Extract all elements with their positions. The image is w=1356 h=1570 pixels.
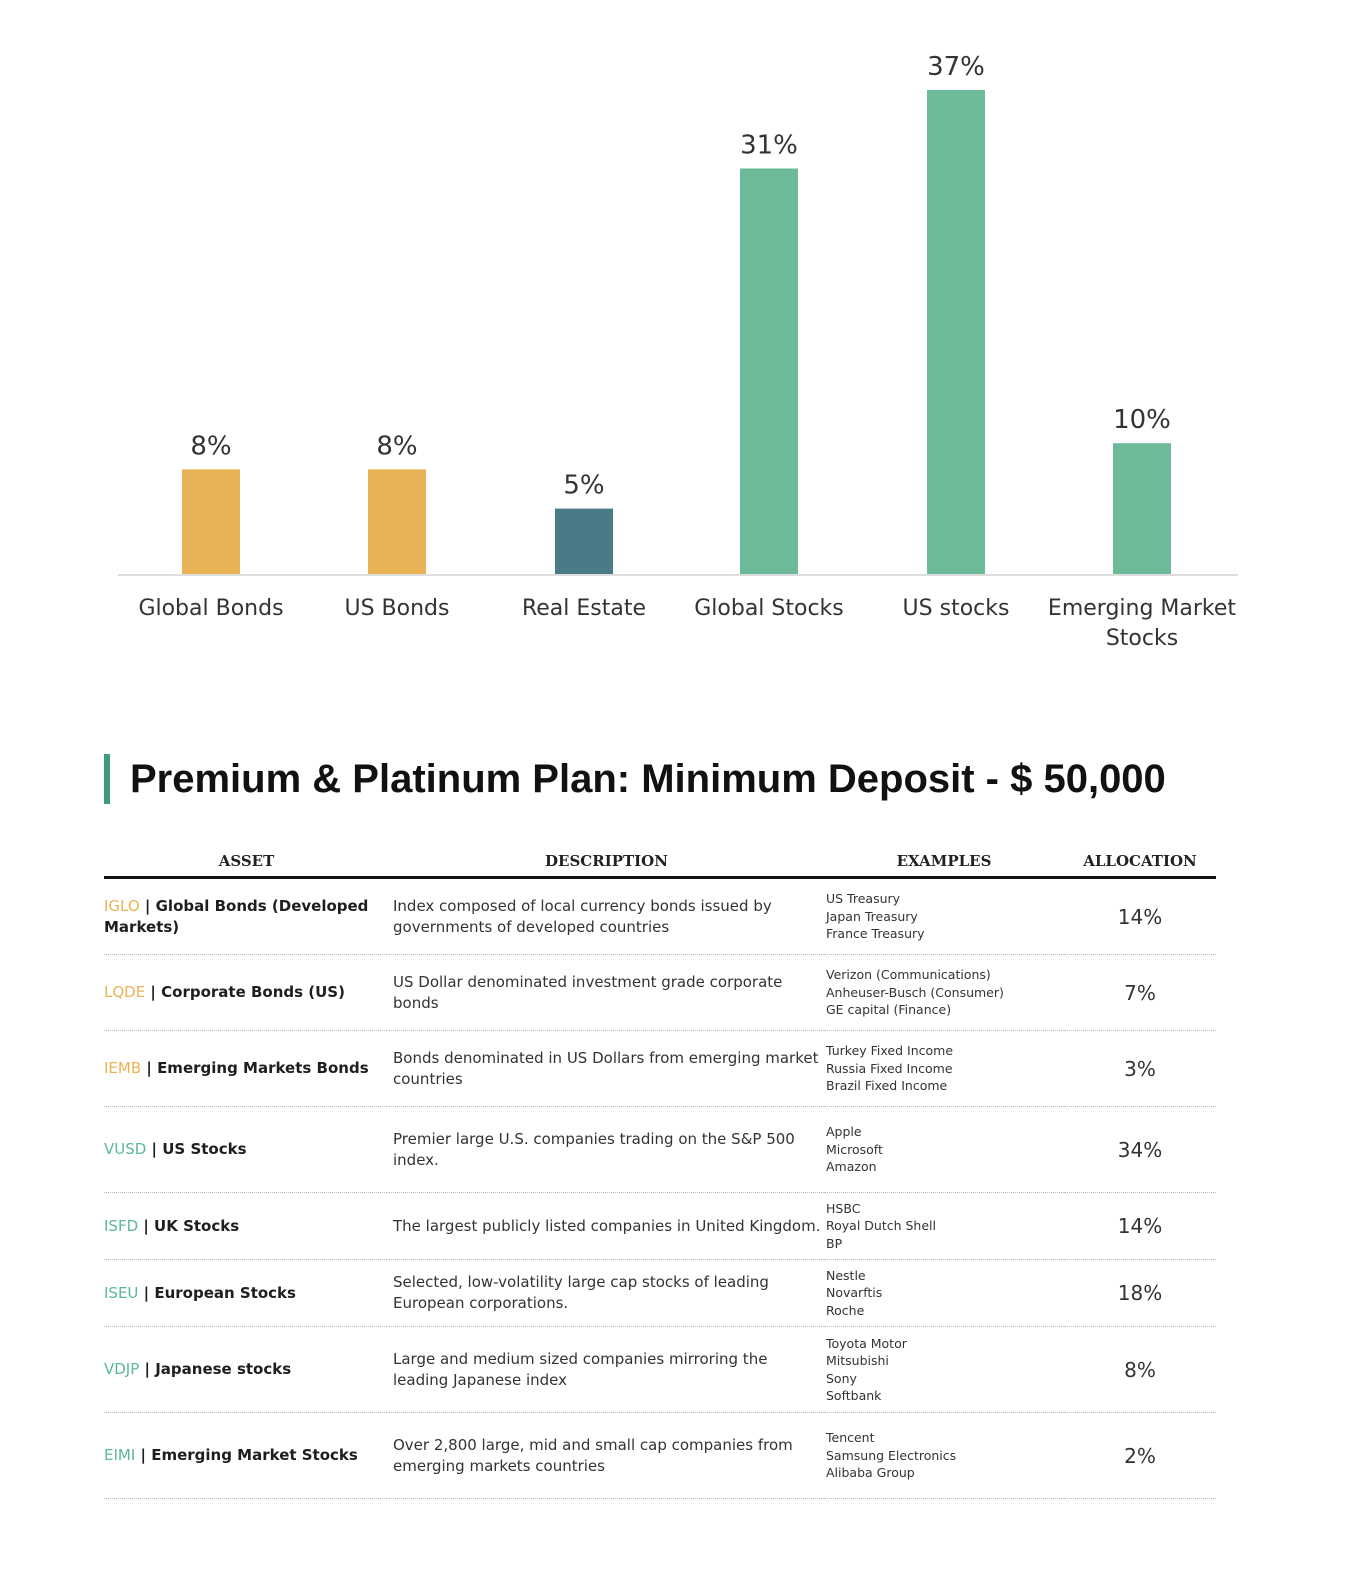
plan-title: Premium & Platinum Plan: Minimum Deposit - $ 50,000 (104, 754, 1166, 804)
category-label-line: US Bonds (344, 596, 450, 621)
category-label-line: Emerging Market (1047, 596, 1237, 621)
example-item: Verizon (Communications) (826, 967, 991, 983)
ticker: IEMB (104, 1059, 142, 1077)
allocation-table (104, 846, 1216, 1499)
asset-name: | Emerging Market Stocks (135, 1446, 358, 1464)
example-item: Amazon (826, 1159, 877, 1175)
description-cell: Large and medium sized companies mirroring the leading Japanese index (389, 1327, 824, 1413)
example-item: Tencent (826, 1430, 875, 1446)
table-row (104, 1413, 1216, 1499)
example-item: Brazil Fixed Income (826, 1078, 948, 1094)
category-label-5 (1048, 596, 1237, 651)
asset-name: | European Stocks (138, 1283, 296, 1302)
asset-cell (104, 1193, 389, 1260)
example-item: Mitsubishi (826, 1353, 889, 1368)
allocation-cell: 34% (1064, 1107, 1216, 1193)
description-cell: US Dollar denominated investment grade corporate bonds (389, 955, 824, 1031)
category-label-2 (522, 596, 646, 621)
ticker: LQDE (104, 983, 146, 1001)
description-cell: Over 2,800 large, mid and small cap companies from emerging markets countries (389, 1413, 824, 1499)
category-label-0 (138, 596, 283, 621)
examples-cell (824, 1031, 1064, 1107)
table-row (104, 1193, 1216, 1260)
asset-cell (104, 1031, 389, 1107)
table-row (104, 1327, 1216, 1413)
table-header-row (104, 846, 1216, 878)
example-item: Microsoft (826, 1141, 883, 1157)
bar-5 (1113, 443, 1171, 574)
bar-value-label-2: 5% (563, 470, 605, 501)
ticker: IGLO (104, 896, 140, 915)
category-label-line: Stocks (1105, 626, 1179, 651)
example-item: Alibaba Group (826, 1465, 915, 1481)
bar-1 (368, 469, 426, 574)
example-item: Nestle (826, 1267, 866, 1283)
category-label-line: Real Estate (521, 596, 647, 621)
example-item: HSBC (826, 1200, 861, 1216)
table-row (104, 878, 1216, 955)
header-examples: EXAMPLES (824, 846, 1064, 878)
examples-cell (824, 1193, 1064, 1260)
example-item: Sony (826, 1370, 857, 1386)
allocation-bar-chart (0, 0, 1356, 680)
examples-cell (824, 1327, 1064, 1413)
example-item: France Treasury (826, 926, 925, 942)
bar-4 (927, 90, 985, 574)
bar-value-label-1: 8% (376, 431, 418, 462)
asset-name: | Emerging Markets Bonds (141, 1059, 369, 1077)
bar-value-label-4: 37% (927, 52, 985, 82)
example-item: US Treasury (826, 891, 901, 907)
asset-name: | US Stocks (146, 1140, 247, 1158)
asset-cell (104, 878, 389, 955)
example-item: Royal Dutch Shell (826, 1218, 936, 1234)
ticker: EIMI (104, 1446, 136, 1464)
bar-3 (740, 168, 798, 574)
description-cell: Index composed of local currency bonds issued by governments of developed countries (389, 878, 824, 955)
examples-cell (824, 878, 1064, 955)
header-asset: ASSET (104, 846, 389, 878)
allocation-cell: 18% (1064, 1260, 1216, 1327)
asset-name: | UK Stocks (138, 1216, 240, 1235)
category-label-4 (903, 596, 1010, 621)
example-item: Toyota Motor (826, 1335, 907, 1351)
asset-name: | Corporate Bonds (US) (145, 983, 345, 1001)
asset-cell (104, 955, 389, 1031)
asset-cell (104, 1107, 389, 1193)
table-row (104, 1107, 1216, 1193)
examples-cell (824, 1260, 1064, 1327)
example-item: Japan Treasury (826, 908, 918, 924)
ticker: VDJP (104, 1360, 140, 1378)
example-item: Novarftis (826, 1285, 883, 1301)
example-item: Anheuser-Busch (Consumer) (826, 984, 1004, 1000)
bar-0 (182, 469, 240, 574)
example-item: GE capital (Finance) (826, 1002, 952, 1018)
table-row (104, 1031, 1216, 1107)
examples-cell (824, 1107, 1064, 1193)
asset-cell (104, 1327, 389, 1413)
allocation-cell: 8% (1064, 1327, 1216, 1413)
table-row (104, 955, 1216, 1031)
example-item: Turkey Fixed Income (826, 1043, 954, 1059)
ticker: VUSD (104, 1140, 147, 1158)
allocation-cell: 14% (1064, 1193, 1216, 1260)
description-cell: Selected, low-volatility large cap stocks of leading European corporations. (389, 1260, 824, 1327)
asset-cell (104, 1413, 389, 1499)
header-description: DESCRIPTION (389, 846, 824, 878)
examples-cell (824, 955, 1064, 1031)
description-cell: Premier large U.S. companies trading on the S&P 500 index. (389, 1107, 824, 1193)
category-label-line: Global Bonds (138, 596, 284, 621)
example-item: BP (826, 1235, 843, 1251)
category-label-line: US stocks (902, 596, 1010, 621)
bar-value-label-0: 8% (190, 431, 232, 462)
allocation-cell: 2% (1064, 1413, 1216, 1499)
bar-2 (555, 509, 613, 574)
example-item: Roche (826, 1302, 865, 1318)
ticker: ISFD (104, 1216, 139, 1235)
category-label-3 (694, 596, 844, 621)
table-body (104, 878, 1216, 1499)
bar-value-label-3: 31% (740, 130, 798, 161)
allocation-cell: 7% (1064, 955, 1216, 1031)
description-cell: The largest publicly listed companies in United Kingdom. (389, 1193, 824, 1260)
asset-cell (104, 1260, 389, 1327)
example-item: Softbank (826, 1388, 882, 1403)
table-row (104, 1260, 1216, 1327)
category-label-line: Global Stocks (694, 596, 844, 621)
ticker: ISEU (104, 1283, 139, 1302)
asset-name: | Japanese stocks (139, 1360, 292, 1378)
bar-value-label-5: 10% (1113, 405, 1171, 436)
asset-name: | Global Bonds (Developed Markets) (104, 896, 369, 936)
description-cell: Bonds denominated in US Dollars from emerging market countries (389, 1031, 824, 1107)
header-allocation: ALLOCATION (1064, 846, 1216, 878)
allocation-cell: 3% (1064, 1031, 1216, 1107)
example-item: Russia Fixed Income (826, 1060, 953, 1076)
category-label-1 (345, 596, 450, 621)
allocation-cell: 14% (1064, 878, 1216, 955)
examples-cell (824, 1413, 1064, 1499)
example-item: Samsung Electronics (826, 1447, 957, 1463)
example-item: Apple (826, 1124, 862, 1140)
